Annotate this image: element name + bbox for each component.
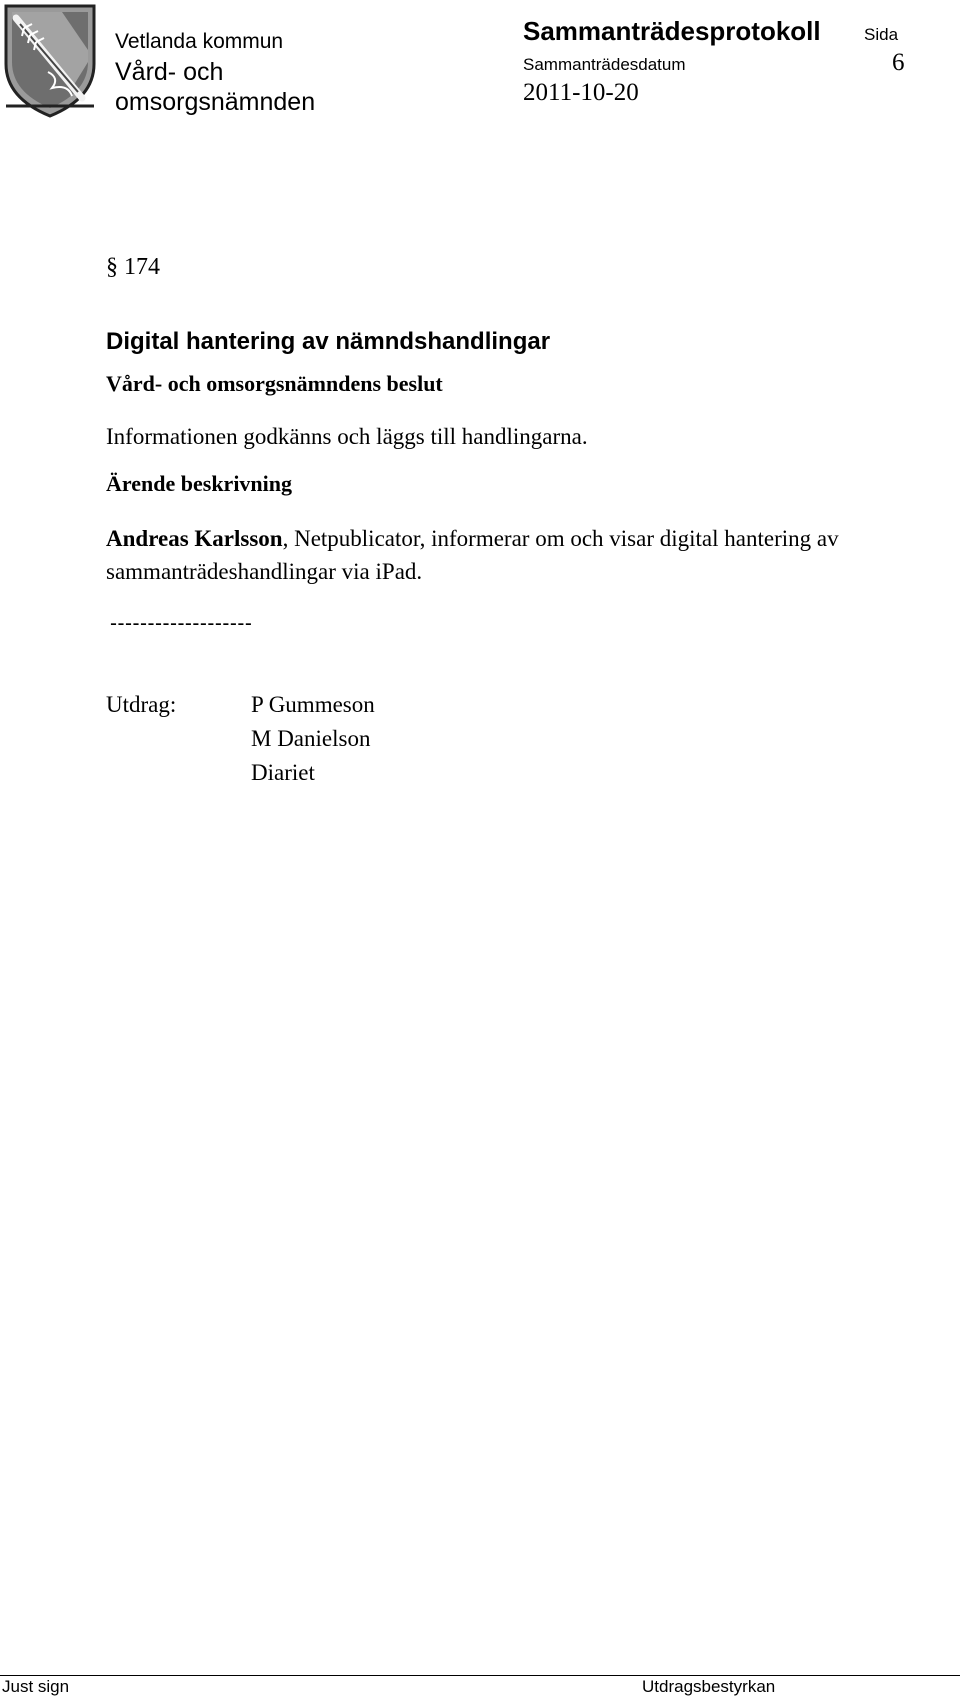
extract-recipient: Diariet: [251, 760, 315, 785]
protocol-title: Sammanträdesprotokoll: [523, 16, 821, 46]
extract-label: Utdrag:: [106, 692, 177, 717]
page-number: 6: [892, 49, 905, 76]
extract-recipient: M Danielson: [251, 726, 371, 751]
description-text: [106, 522, 936, 588]
footer-rule: [0, 1675, 960, 1676]
meeting-date-label: Sammanträdesdatum: [523, 55, 686, 74]
page-label: Sida: [864, 25, 899, 44]
separator: -------------------: [110, 612, 253, 635]
extract-recipient: P Gummeson: [251, 692, 375, 717]
footer-just-sign: Just sign: [2, 1677, 70, 1696]
committee-name-line2: omsorgsnämnden: [115, 88, 316, 116]
municipality-name: Vetlanda kommun: [115, 30, 284, 53]
coat-of-arms-icon: [2, 2, 98, 120]
committee-name-line1: Vård- och: [115, 58, 224, 86]
paragraph-number: § 174: [106, 254, 160, 280]
decision-text: Informationen godkänns och läggs till handlingarna.: [106, 424, 588, 449]
description-heading: Ärende beskrivning: [106, 471, 293, 496]
section-title: Digital hantering av nämndshandlingar: [106, 328, 551, 355]
description-body: , Netpublicator, informerar om och visar digital hantering av sammanträdeshandlingar via iPad.: [106, 526, 839, 584]
meeting-date: 2011-10-20: [523, 79, 639, 106]
footer-extract-certification: Utdragsbestyrkan: [642, 1677, 776, 1696]
decision-heading: Vård- och omsorgsnämndens beslut: [106, 371, 443, 396]
presenter-name: Andreas Karlsson: [106, 526, 283, 551]
